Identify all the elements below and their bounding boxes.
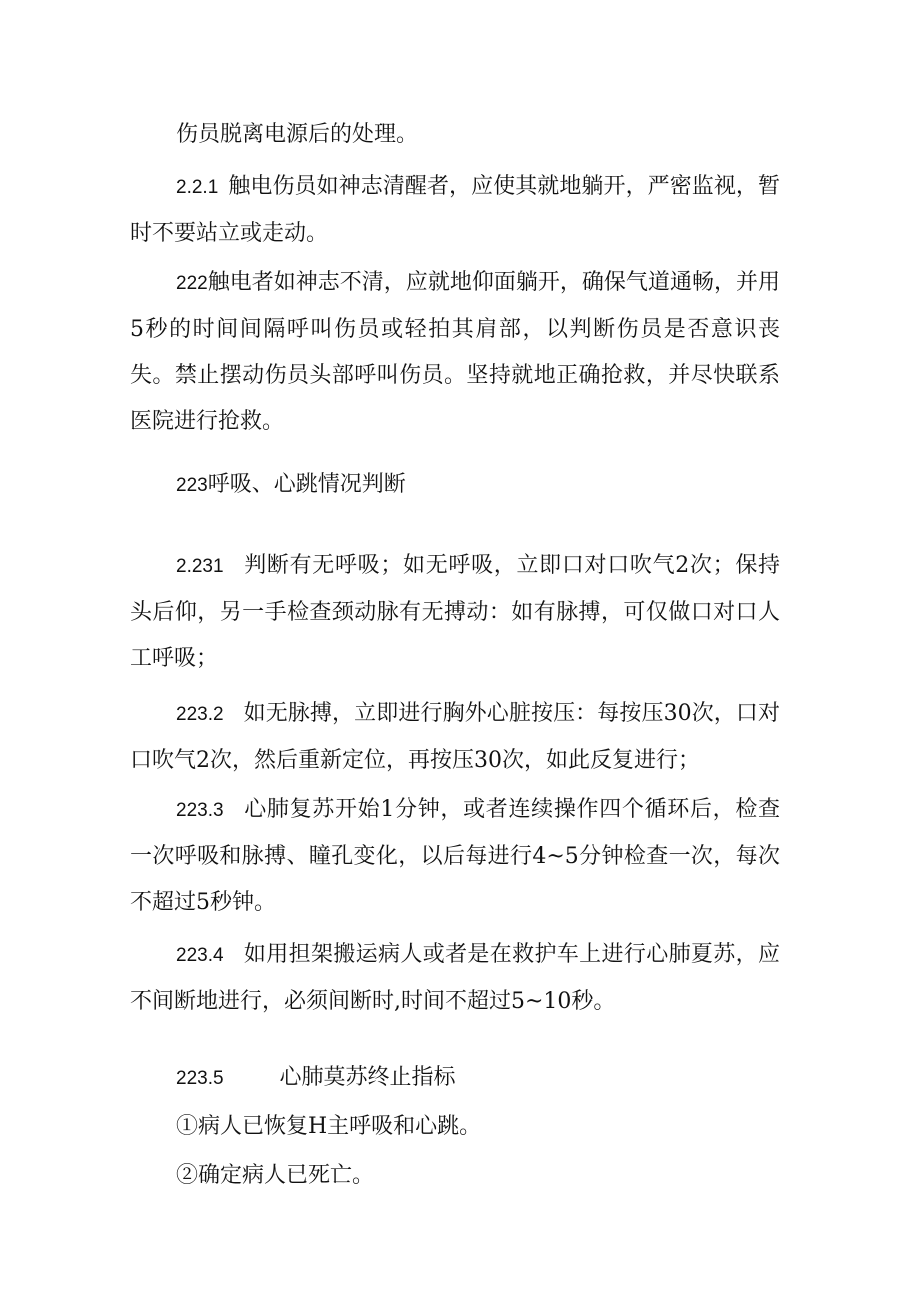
paragraph-text: 心肺莫苏终止指标: [279, 1065, 456, 1090]
list-item-deceased: [130, 1153, 780, 1199]
section-number: 223.5: [176, 1068, 224, 1089]
paragraph-223: [130, 462, 780, 509]
paragraph-text: 心肺复苏开始1分钟，或者连续操作四个循环后，检查一次呼吸和脉搏、瞳孔变化，以后每进行4~5分钟检查一次，每次不超过5秒钟。: [130, 797, 780, 915]
paragraph-2-2-1: [130, 164, 780, 257]
paragraph-223-5: [130, 1055, 780, 1102]
section-number: 223: [176, 475, 208, 496]
paragraph-text: 伤员脱离电源后的处理。: [176, 122, 419, 147]
section-number: 223.3: [176, 800, 224, 821]
section-number: 223.2: [176, 704, 224, 725]
paragraph-text: ①病人已恢复H主呼吸和心跳。: [176, 1114, 482, 1139]
paragraph-223-2: [130, 691, 780, 784]
section-number: 222: [176, 273, 208, 294]
paragraph-text: 触电伤员如神志清醒者，应使其就地躺开，严密监视，暂时不要站立或走动。: [130, 174, 780, 246]
paragraph-text: 触电者如神志不清，应就地仰面躺开，确保气道通畅，并用5秒的时间间隔呼叫伤员或轻拍其肩部，以判断伤员是否意识丧失。禁止摆动伤员头部呼叫伤员。坚持就地正确抢救，并尽快联系医院进行抢救。: [130, 270, 780, 434]
paragraph-text: 呼吸、心跳情况判断: [207, 472, 406, 497]
paragraph-intro: [130, 112, 780, 158]
paragraph-text: ②确定病人已死亡。: [176, 1163, 375, 1188]
paragraph-223-4: [130, 932, 780, 1025]
section-number: 2.2.1: [176, 177, 219, 198]
section-number: 2.231: [176, 556, 224, 577]
paragraph-223-3: [130, 787, 780, 926]
list-item-recovered: [130, 1104, 780, 1150]
paragraph-text: 如用担架搬运病人或者是在救护车上进行心肺夏苏，应不间断地进行，必须间断时,时间不超过5~10秒。: [130, 942, 780, 1014]
section-number: 223.4: [176, 945, 224, 966]
paragraph-2-231: [130, 543, 780, 682]
paragraph-text: 如无脉搏，立即进行胸外心脏按压：每按压30次，口对口吹气2次，然后重新定位，再按压30次，如此反复进行；: [130, 701, 780, 773]
paragraph-text: 判断有无呼吸；如无呼吸，立即口对口吹气2次；保持头后仰，另一手检查颈动脉有无搏动：如有脉搏，可仅做口对口人工呼吸；: [130, 553, 780, 671]
paragraph-222: [130, 260, 780, 445]
